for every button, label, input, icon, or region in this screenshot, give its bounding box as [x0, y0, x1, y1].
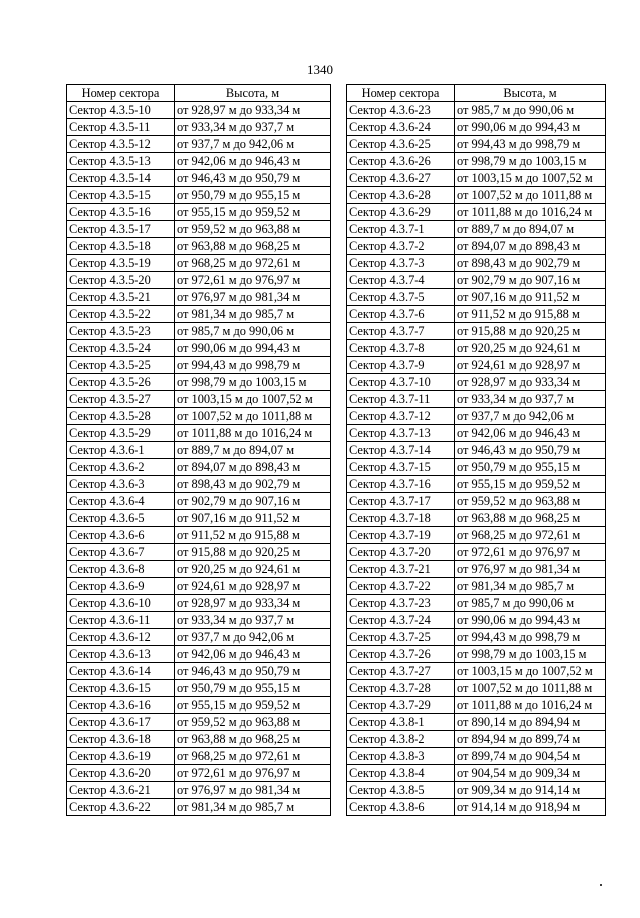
sector-name-cell: Сектор 4.3.5-21 [67, 289, 175, 306]
height-range-cell: от 976,97 м до 981,34 м [455, 561, 606, 578]
height-range-cell: от 959,52 м до 963,88 м [455, 493, 606, 510]
height-range-cell: от 889,7 м до 894,07 м [175, 442, 331, 459]
table-row [67, 272, 331, 289]
table-row [67, 153, 331, 170]
table-body [347, 102, 606, 816]
table-row [347, 629, 606, 646]
height-range-cell: от 928,97 м до 933,34 м [455, 374, 606, 391]
height-range-cell: от 904,54 м до 909,34 м [455, 765, 606, 782]
height-range-cell: от 898,43 м до 902,79 м [175, 476, 331, 493]
height-range-cell: от 1007,52 м до 1011,88 м [455, 187, 606, 204]
table-row [347, 408, 606, 425]
height-range-cell: от 915,88 м до 920,25 м [455, 323, 606, 340]
sector-name-cell: Сектор 4.3.8-3 [347, 748, 455, 765]
height-range-cell: от 985,7 м до 990,06 м [455, 102, 606, 119]
sector-name-cell: Сектор 4.3.7-19 [347, 527, 455, 544]
table-row [347, 255, 606, 272]
table-row [67, 629, 331, 646]
table-row [347, 612, 606, 629]
height-range-cell: от 998,79 м до 1003,15 м [175, 374, 331, 391]
table-row [347, 765, 606, 782]
height-range-cell: от 928,97 м до 933,34 м [175, 595, 331, 612]
height-range-cell: от 968,25 м до 972,61 м [175, 748, 331, 765]
sector-name-cell: Сектор 4.3.7-18 [347, 510, 455, 527]
table-row [67, 680, 331, 697]
height-range-cell: от 950,79 м до 955,15 м [175, 187, 331, 204]
sector-name-cell: Сектор 4.3.7-16 [347, 476, 455, 493]
sector-name-cell: Сектор 4.3.5-29 [67, 425, 175, 442]
table-row [347, 374, 606, 391]
sector-name-cell: Сектор 4.3.6-22 [67, 799, 175, 816]
table-row [347, 221, 606, 238]
height-range-cell: от 955,15 м до 959,52 м [175, 697, 331, 714]
sector-name-cell: Сектор 4.3.6-10 [67, 595, 175, 612]
sector-name-cell: Сектор 4.3.6-24 [347, 119, 455, 136]
height-range-cell: от 942,06 м до 946,43 м [175, 646, 331, 663]
table-row [347, 170, 606, 187]
sector-name-cell: Сектор 4.3.7-5 [347, 289, 455, 306]
height-range-cell: от 915,88 м до 920,25 м [175, 544, 331, 561]
table-row [67, 170, 331, 187]
column-header-height: Высота, м [175, 85, 331, 102]
height-range-cell: от 985,7 м до 990,06 м [175, 323, 331, 340]
table-row [67, 136, 331, 153]
table-row [347, 748, 606, 765]
table-row [347, 782, 606, 799]
sector-name-cell: Сектор 4.3.6-5 [67, 510, 175, 527]
table-row [347, 527, 606, 544]
sector-name-cell: Сектор 4.3.6-4 [67, 493, 175, 510]
height-range-cell: от 972,61 м до 976,97 м [175, 765, 331, 782]
table-row [347, 476, 606, 493]
height-range-cell: от 959,52 м до 963,88 м [175, 714, 331, 731]
sector-name-cell: Сектор 4.3.6-18 [67, 731, 175, 748]
table-row [67, 765, 331, 782]
sector-name-cell: Сектор 4.3.7-2 [347, 238, 455, 255]
table-row [67, 323, 331, 340]
sector-name-cell: Сектор 4.3.5-14 [67, 170, 175, 187]
table-row [67, 646, 331, 663]
sector-name-cell: Сектор 4.3.6-8 [67, 561, 175, 578]
table-row [347, 442, 606, 459]
sector-name-cell: Сектор 4.3.6-25 [347, 136, 455, 153]
table-body [67, 102, 331, 816]
height-range-cell: от 902,79 м до 907,16 м [175, 493, 331, 510]
height-range-cell: от 972,61 м до 976,97 м [455, 544, 606, 561]
height-range-cell: от 981,34 м до 985,7 м [175, 306, 331, 323]
table-header-row [67, 85, 331, 102]
height-range-cell: от 959,52 м до 963,88 м [175, 221, 331, 238]
table-row [347, 731, 606, 748]
sector-name-cell: Сектор 4.3.7-27 [347, 663, 455, 680]
height-range-cell: от 976,97 м до 981,34 м [175, 782, 331, 799]
sector-name-cell: Сектор 4.3.6-28 [347, 187, 455, 204]
height-range-cell: от 1003,15 м до 1007,52 м [455, 663, 606, 680]
height-range-cell: от 909,34 м до 914,14 м [455, 782, 606, 799]
height-range-cell: от 994,43 м до 998,79 м [455, 136, 606, 153]
sector-name-cell: Сектор 4.3.5-20 [67, 272, 175, 289]
sector-name-cell: Сектор 4.3.6-17 [67, 714, 175, 731]
sector-name-cell: Сектор 4.3.7-26 [347, 646, 455, 663]
table-header-row [347, 85, 606, 102]
table-row [347, 493, 606, 510]
sector-name-cell: Сектор 4.3.8-4 [347, 765, 455, 782]
height-range-cell: от 937,7 м до 942,06 м [175, 629, 331, 646]
table-row [67, 612, 331, 629]
height-range-cell: от 902,79 м до 907,16 м [455, 272, 606, 289]
table-row [67, 391, 331, 408]
sector-name-cell: Сектор 4.3.6-26 [347, 153, 455, 170]
sector-name-cell: Сектор 4.3.6-19 [67, 748, 175, 765]
table-row [67, 357, 331, 374]
column-header-sector: Номер сектора [67, 85, 175, 102]
table-row [67, 374, 331, 391]
table-row [67, 425, 331, 442]
height-range-cell: от 933,34 м до 937,7 м [455, 391, 606, 408]
height-range-cell: от 1003,15 м до 1007,52 м [455, 170, 606, 187]
height-range-cell: от 920,25 м до 924,61 м [175, 561, 331, 578]
sector-name-cell: Сектор 4.3.7-8 [347, 340, 455, 357]
table-row [67, 408, 331, 425]
height-range-cell: от 950,79 м до 955,15 м [455, 459, 606, 476]
table-row [347, 102, 606, 119]
sector-name-cell: Сектор 4.3.7-4 [347, 272, 455, 289]
height-range-cell: от 990,06 м до 994,43 м [455, 119, 606, 136]
sector-name-cell: Сектор 4.3.6-2 [67, 459, 175, 476]
table-row [67, 119, 331, 136]
height-range-cell: от 985,7 м до 990,06 м [455, 595, 606, 612]
height-range-cell: от 907,16 м до 911,52 м [455, 289, 606, 306]
table-row [67, 748, 331, 765]
height-range-cell: от 946,43 м до 950,79 м [175, 663, 331, 680]
height-range-cell: от 946,43 м до 950,79 м [175, 170, 331, 187]
sector-name-cell: Сектор 4.3.5-24 [67, 340, 175, 357]
table-row [67, 697, 331, 714]
table-row [347, 136, 606, 153]
sector-name-cell: Сектор 4.3.5-23 [67, 323, 175, 340]
sector-name-cell: Сектор 4.3.8-5 [347, 782, 455, 799]
height-range-cell: от 928,97 м до 933,34 м [175, 102, 331, 119]
height-range-cell: от 990,06 м до 994,43 м [455, 612, 606, 629]
sector-name-cell: Сектор 4.3.8-1 [347, 714, 455, 731]
table-row [347, 561, 606, 578]
height-range-cell: от 911,52 м до 915,88 м [455, 306, 606, 323]
table-row [347, 238, 606, 255]
table-row [347, 510, 606, 527]
sector-name-cell: Сектор 4.3.7-17 [347, 493, 455, 510]
height-range-cell: от 950,79 м до 955,15 м [175, 680, 331, 697]
table-row [67, 238, 331, 255]
table-row [347, 153, 606, 170]
height-range-cell: от 894,07 м до 898,43 м [455, 238, 606, 255]
sector-name-cell: Сектор 4.3.7-24 [347, 612, 455, 629]
table-row [67, 663, 331, 680]
height-range-cell: от 998,79 м до 1003,15 м [455, 153, 606, 170]
table-row [67, 255, 331, 272]
sector-name-cell: Сектор 4.3.7-21 [347, 561, 455, 578]
sector-name-cell: Сектор 4.3.7-6 [347, 306, 455, 323]
height-range-cell: от 899,74 м до 904,54 м [455, 748, 606, 765]
sector-name-cell: Сектор 4.3.5-15 [67, 187, 175, 204]
table-row [347, 340, 606, 357]
table-row [347, 289, 606, 306]
sector-name-cell: Сектор 4.3.5-19 [67, 255, 175, 272]
table-row [347, 272, 606, 289]
height-range-cell: от 990,06 м до 994,43 м [175, 340, 331, 357]
sector-name-cell: Сектор 4.3.6-23 [347, 102, 455, 119]
height-range-cell: от 968,25 м до 972,61 м [175, 255, 331, 272]
sector-name-cell: Сектор 4.3.5-18 [67, 238, 175, 255]
table-row [67, 544, 331, 561]
sector-name-cell: Сектор 4.3.6-29 [347, 204, 455, 221]
table-row [347, 663, 606, 680]
table-row [67, 714, 331, 731]
table-row [67, 187, 331, 204]
table-row [67, 595, 331, 612]
height-range-cell: от 955,15 м до 959,52 м [455, 476, 606, 493]
sector-table-right [346, 84, 606, 816]
sector-name-cell: Сектор 4.3.6-21 [67, 782, 175, 799]
sector-name-cell: Сектор 4.3.7-3 [347, 255, 455, 272]
table-row [347, 306, 606, 323]
table-row [347, 544, 606, 561]
sector-name-cell: Сектор 4.3.6-14 [67, 663, 175, 680]
sector-name-cell: Сектор 4.3.6-13 [67, 646, 175, 663]
height-range-cell: от 911,52 м до 915,88 м [175, 527, 331, 544]
height-range-cell: от 976,97 м до 981,34 м [175, 289, 331, 306]
table-row [347, 425, 606, 442]
height-range-cell: от 981,34 м до 985,7 м [455, 578, 606, 595]
sector-name-cell: Сектор 4.3.6-11 [67, 612, 175, 629]
height-range-cell: от 937,7 м до 942,06 м [175, 136, 331, 153]
sector-name-cell: Сектор 4.3.6-12 [67, 629, 175, 646]
table-row [67, 289, 331, 306]
sector-name-cell: Сектор 4.3.7-11 [347, 391, 455, 408]
sector-name-cell: Сектор 4.3.7-15 [347, 459, 455, 476]
table-row [347, 799, 606, 816]
height-range-cell: от 894,07 м до 898,43 м [175, 459, 331, 476]
sector-table-left [66, 84, 331, 816]
sector-name-cell: Сектор 4.3.7-13 [347, 425, 455, 442]
height-range-cell: от 1007,52 м до 1011,88 м [175, 408, 331, 425]
height-range-cell: от 946,43 м до 950,79 м [455, 442, 606, 459]
table-row [67, 527, 331, 544]
table-row [67, 476, 331, 493]
table-row [67, 340, 331, 357]
sector-name-cell: Сектор 4.3.6-3 [67, 476, 175, 493]
sector-name-cell: Сектор 4.3.7-23 [347, 595, 455, 612]
table-row [347, 204, 606, 221]
height-range-cell: от 942,06 м до 946,43 м [175, 153, 331, 170]
height-range-cell: от 933,34 м до 937,7 м [175, 612, 331, 629]
column-header-sector: Номер сектора [347, 85, 455, 102]
sector-name-cell: Сектор 4.3.6-16 [67, 697, 175, 714]
height-range-cell: от 924,61 м до 928,97 м [455, 357, 606, 374]
height-range-cell: от 1007,52 м до 1011,88 м [455, 680, 606, 697]
height-range-cell: от 963,88 м до 968,25 м [175, 238, 331, 255]
table-row [67, 510, 331, 527]
table-row [67, 578, 331, 595]
height-range-cell: от 968,25 м до 972,61 м [455, 527, 606, 544]
sector-name-cell: Сектор 4.3.6-7 [67, 544, 175, 561]
height-range-cell: от 981,34 м до 985,7 м [175, 799, 331, 816]
sector-name-cell: Сектор 4.3.7-14 [347, 442, 455, 459]
table-row [67, 306, 331, 323]
table-row [67, 561, 331, 578]
scan-dot [600, 884, 602, 886]
height-range-cell: от 890,14 м до 894,94 м [455, 714, 606, 731]
table-row [67, 459, 331, 476]
sector-name-cell: Сектор 4.3.5-12 [67, 136, 175, 153]
height-range-cell: от 924,61 м до 928,97 м [175, 578, 331, 595]
table-row [347, 357, 606, 374]
page-number: 1340 [307, 62, 333, 77]
table-row [67, 204, 331, 221]
table-row [347, 119, 606, 136]
height-range-cell: от 955,15 м до 959,52 м [175, 204, 331, 221]
table-row [67, 442, 331, 459]
table-row [347, 680, 606, 697]
table-row [67, 221, 331, 238]
sector-name-cell: Сектор 4.3.7-20 [347, 544, 455, 561]
column-header-height: Высота, м [455, 85, 606, 102]
sector-name-cell: Сектор 4.3.7-22 [347, 578, 455, 595]
height-range-cell: от 898,43 м до 902,79 м [455, 255, 606, 272]
height-range-cell: от 1011,88 м до 1016,24 м [175, 425, 331, 442]
sector-name-cell: Сектор 4.3.8-2 [347, 731, 455, 748]
height-range-cell: от 907,16 м до 911,52 м [175, 510, 331, 527]
table-row [347, 714, 606, 731]
sector-name-cell: Сектор 4.3.7-29 [347, 697, 455, 714]
table-row [347, 646, 606, 663]
height-range-cell: от 914,14 м до 918,94 м [455, 799, 606, 816]
height-range-cell: от 1011,88 м до 1016,24 м [455, 697, 606, 714]
height-range-cell: от 994,43 м до 998,79 м [175, 357, 331, 374]
height-range-cell: от 942,06 м до 946,43 м [455, 425, 606, 442]
sector-name-cell: Сектор 4.3.5-27 [67, 391, 175, 408]
sector-name-cell: Сектор 4.3.5-26 [67, 374, 175, 391]
sector-name-cell: Сектор 4.3.6-1 [67, 442, 175, 459]
height-range-cell: от 963,88 м до 968,25 м [175, 731, 331, 748]
sector-name-cell: Сектор 4.3.5-10 [67, 102, 175, 119]
height-range-cell: от 972,61 м до 976,97 м [175, 272, 331, 289]
sector-name-cell: Сектор 4.3.6-20 [67, 765, 175, 782]
height-range-cell: от 889,7 м до 894,07 м [455, 221, 606, 238]
table-row [67, 782, 331, 799]
sector-name-cell: Сектор 4.3.7-7 [347, 323, 455, 340]
sector-name-cell: Сектор 4.3.5-22 [67, 306, 175, 323]
sector-name-cell: Сектор 4.3.6-6 [67, 527, 175, 544]
sector-name-cell: Сектор 4.3.5-25 [67, 357, 175, 374]
sector-name-cell: Сектор 4.3.7-9 [347, 357, 455, 374]
table-row [347, 595, 606, 612]
table-row [67, 731, 331, 748]
sector-name-cell: Сектор 4.3.5-16 [67, 204, 175, 221]
height-range-cell: от 994,43 м до 998,79 м [455, 629, 606, 646]
sector-name-cell: Сектор 4.3.5-17 [67, 221, 175, 238]
height-range-cell: от 998,79 м до 1003,15 м [455, 646, 606, 663]
table-row [347, 391, 606, 408]
sector-name-cell: Сектор 4.3.6-9 [67, 578, 175, 595]
table-row [347, 697, 606, 714]
table-row [67, 493, 331, 510]
table-row [67, 799, 331, 816]
sector-name-cell: Сектор 4.3.7-10 [347, 374, 455, 391]
sector-name-cell: Сектор 4.3.6-27 [347, 170, 455, 187]
sector-name-cell: Сектор 4.3.5-13 [67, 153, 175, 170]
table-row [347, 187, 606, 204]
height-range-cell: от 1003,15 м до 1007,52 м [175, 391, 331, 408]
height-range-cell: от 894,94 м до 899,74 м [455, 731, 606, 748]
height-range-cell: от 963,88 м до 968,25 м [455, 510, 606, 527]
table-row [347, 459, 606, 476]
height-range-cell: от 933,34 м до 937,7 м [175, 119, 331, 136]
sector-name-cell: Сектор 4.3.8-6 [347, 799, 455, 816]
sector-name-cell: Сектор 4.3.7-25 [347, 629, 455, 646]
height-range-cell: от 1011,88 м до 1016,24 м [455, 204, 606, 221]
sector-name-cell: Сектор 4.3.5-11 [67, 119, 175, 136]
sector-name-cell: Сектор 4.3.7-28 [347, 680, 455, 697]
height-range-cell: от 937,7 м до 942,06 м [455, 408, 606, 425]
height-range-cell: от 920,25 м до 924,61 м [455, 340, 606, 357]
sector-name-cell: Сектор 4.3.6-15 [67, 680, 175, 697]
sector-name-cell: Сектор 4.3.7-1 [347, 221, 455, 238]
table-row [347, 323, 606, 340]
sector-name-cell: Сектор 4.3.5-28 [67, 408, 175, 425]
table-row [67, 102, 331, 119]
sector-name-cell: Сектор 4.3.7-12 [347, 408, 455, 425]
table-row [347, 578, 606, 595]
